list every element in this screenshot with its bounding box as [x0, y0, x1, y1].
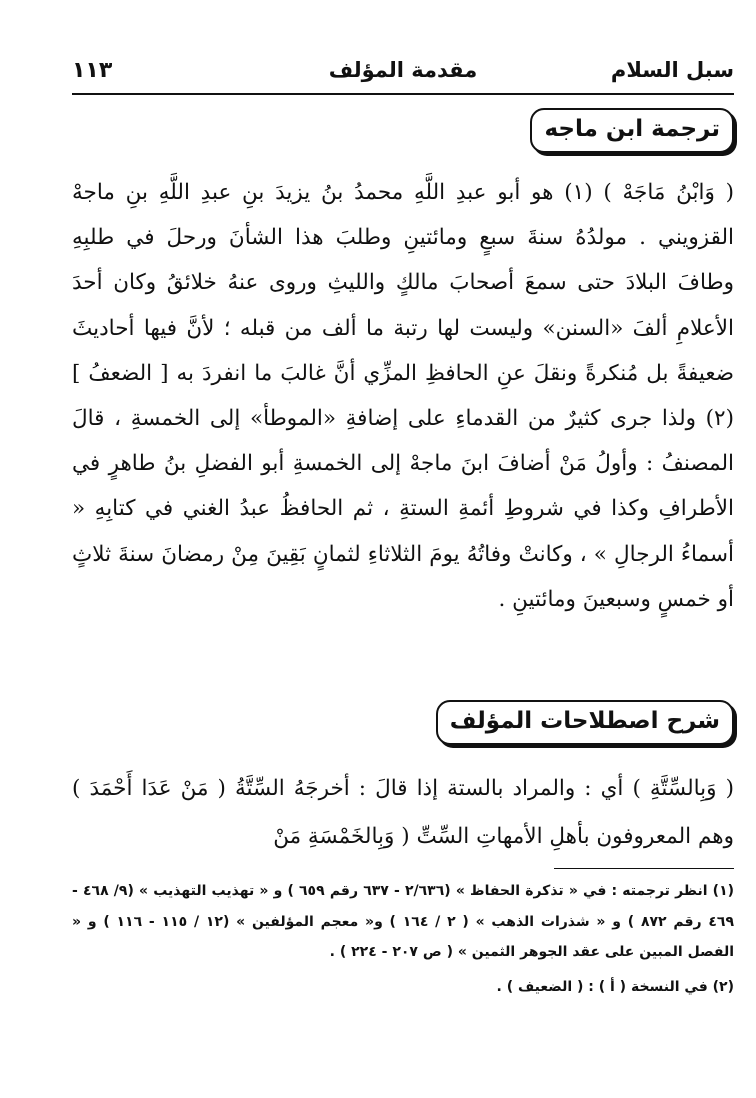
biography-text: ( وَابْنُ مَاجَهْ ) (١) هو أبو عبدِ اللَّهِ محمدُ بنُ يزيدَ بنِ عبدِ اللَّهِ بنِ ماجهْ القزويني . مولدُهُ سنةَ سبعٍ ومائتينِ وطلبَ هذا الشأنَ ورحلَ في طلبِهِ وطافَ البلادَ حتى سمعَ أصحابَ مالكٍ والليثِ وروى عنهُ خلائقُ وكان أحدَ الأعلامِ ألفَ «السنن» وليست لها رتبة ما ألف من قبله ؛ لأنَّ فيها أحاديثَ ضعيفةً بل مُنكرةً ونقلَ عنِ الحافظِ المزِّي أنَّ غالبَ ما انفردَ به [ الضعفُ ] (٢) ولذا جرى كثيرٌ من القدماءِ على إضافةِ «الموطأ» إلى الخمسةِ ، قالَ المصنفُ : وأولُ مَنْ أضافَ ابنَ ماجهْ إلى الخمسةِ أبو الفضلِ بنُ طاهرٍ في الأطرافِ وكذا في شروطِ أئمةِ الستةِ ، ثم الحافظُ عبدُ الغني في كتابِهِ « أسماءُ الرجالِ » ، وكانتْ وفاتُهُ يومَ الثلاثاءِ لثمانٍ بَقِينَ مِنْ رمضانَ سنةَ ثلاثٍ أو خمسٍ وسبعينَ ومائتينِ .	[72, 180, 734, 612]
footnote-2: (٢) في النسخة ( أ ) : ( الضعيف ) .	[496, 978, 734, 995]
terms-text: ( وَبِالسِّتَّةِ ) أي : والمراد بالستة إذا قالَ : أخرجَهُ السِّتَّةُ ( مَنْ عَدَا أَحْمَدَ ) وهم المعروفون بأهلِ الأمهاتِ السِّتِّ ( وَبِالخَمْسَةِ مَنْ	[72, 776, 734, 849]
section-heading-ibn-majah: ترجمة ابن ماجه	[530, 108, 734, 153]
biography-paragraph	[72, 170, 734, 622]
section-heading-terms: شرح اصطلاحات المؤلف	[436, 700, 734, 745]
footnotes	[72, 876, 734, 1002]
chapter-title: مقدمة المؤلف	[328, 58, 478, 82]
running-header	[72, 50, 734, 90]
terms-paragraph	[72, 765, 734, 861]
footnote-1: (١) انظر ترجمته : في « تذكرة الحفاظ » (٢/٦٣٦ - ٦٣٧ رقم ٦٥٩ ) و « تهذيب التهذيب » (٩/ ٤٦٨ - ٤٦٩ رقم ٨٧٢ ) و « شذرات الذهب » ( ٢ / ١٦٤ ) و« معجم المؤلفين » (١٢ / ١١٥ - ١١٦ ) و « الفصل المبين على عقد الجوهر الثمين » ( ص ٢٠٧ - ٢٢٤ ) .	[72, 883, 735, 960]
footnote-separator	[554, 868, 734, 869]
header-rule	[72, 93, 734, 95]
page-number: ١١٣	[72, 57, 113, 83]
book-title: سبل السلام	[610, 58, 734, 82]
